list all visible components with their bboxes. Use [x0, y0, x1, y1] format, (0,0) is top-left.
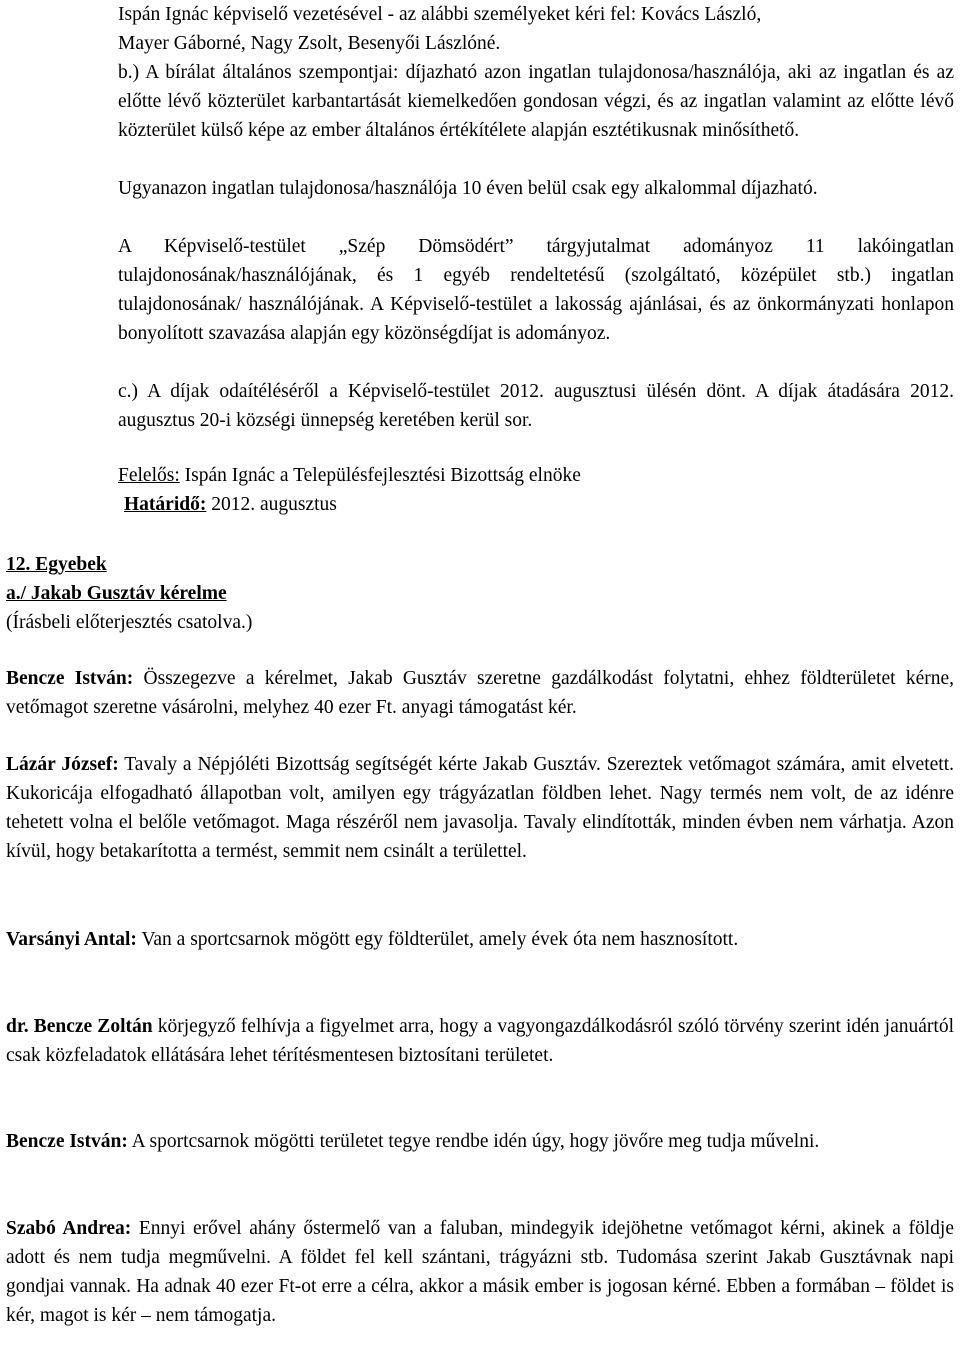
decision-paragraph: c.) A díjak odaítéléséről a Képviselő-testület 2012. augusztusi ülésén dönt. A díjak átadására 2012. augusztus 20-i községi ünnepség keretében kerül sor.: [118, 381, 954, 431]
award-paragraph: A Képviselő-testület „Szép Dömsödért” tárgyjutalmat adományoz 11 lakóingatlan tulajdonosának/használójának, és 1 egyéb rendeltetésű (szolgáltató, középület stb.) ingatlan tulajdonosának/ használójának. A Képviselő-testület a lakosság ajánlásai, és az önkormányzati honlapon bonyolított szavazása alapján egy közönségdíjat is adományoz.: [118, 236, 954, 344]
speech-5: [6, 1127, 954, 1156]
speech-text: Ennyi erővel ahány őstermelő van a faluban, mindegyik idejöhetne vetőmagot kérni, akinek a földje adott és nem tudja megművelni. A földet fel kell szántani, trágyázni stb. Tudomása szerint Jakab Gusztávnak napi gondjai vannak. Ha adnak 40 ezer Ft-ot erre a célra, akkor a másik ember is jogosan kérné. Ebben a formában – földet is kér, magot is kér – nem támogatja.: [6, 1218, 954, 1326]
intro-line-1: Ispán Ignác képviselő vezetésével - az alábbi személyeket kéri fel: Kovács László,: [118, 4, 762, 25]
section-subheading: a./ Jakab Gusztáv kérelme: [6, 583, 227, 604]
speaker-name: Lázár József:: [6, 754, 119, 775]
speech-text: A sportcsarnok mögötti területet tegye rendbe idén úgy, hogy jövőre meg tudja művelni.: [127, 1131, 820, 1152]
once-rule-block: [118, 174, 954, 203]
decision-block: [118, 377, 954, 435]
section-note: (Írásbeli előterjesztés csatolva.): [6, 612, 253, 633]
section-block: [6, 550, 954, 637]
deadline-label: Határidő:: [124, 494, 207, 515]
speaker-name: Bencze István:: [6, 1131, 128, 1152]
award-block: [118, 232, 954, 348]
section-heading: 12. Egyebek: [6, 554, 107, 575]
intro-line-2: Mayer Gáborné, Nagy Zsolt, Besenyői Lászlóné.: [118, 33, 501, 54]
deadline-line: [124, 490, 960, 519]
speech-text: Van a sportcsarnok mögött egy földterület, amely évek óta nem hasznosított.: [136, 929, 739, 950]
speech-1: [6, 664, 954, 722]
speech-text: Összegezve a kérelmet, Jakab Gusztáv szeretne gazdálkodást folytatni, ehhez földterületet kérne, vetőmagot szeretne vásárolni, melyhez 40 ezer Ft. anyagi támogatást kér.: [6, 668, 954, 718]
speech-text: körjegyző felhívja a figyelmet arra, hogy a vagyongazdálkodásról szóló törvény szerint idén januártól csak közfeladatok ellátására lehet térítésmentesen biztosítani területet.: [6, 1016, 954, 1066]
speech-text: Tavaly a Népjóléti Bizottság segítségét kérte Jakab Gusztáv. Szereztek vetőmagot számára, amit elvetett. Kukoricája elfogadható állapotban volt, amilyen egy trágyázatlan földben lehet. Nagy termés nem volt, de az idénre tehetett volna el belőle vetőmagot. Maga részéről nem javasolja. Tavaly elindították, minden évben nem várhatja. Azon kívül, hogy betakarította a termést, semmit nem csinált a területtel.: [6, 754, 954, 862]
speech-4: [6, 1012, 954, 1070]
speaker-name: dr. Bencze Zoltán: [6, 1016, 153, 1037]
speech-3: [6, 925, 954, 954]
criteria-paragraph: b.) A bírálat általános szempontjai: díjazható azon ingatlan tulajdonosa/használója, aki az ingatlan és az előtte lévő közterület karbantartását kiemelkedően gondosan végzi, és az ingatlan valamint az előtte lévő közterület külső képe az ember általános értékítélete alapján esztétikusnak minősíthető.: [118, 62, 954, 141]
speaker-name: Bencze István:: [6, 668, 134, 689]
criteria-paragraph-block: [118, 58, 954, 145]
speech-6: [6, 1214, 954, 1330]
speaker-name: Szabó Andrea:: [6, 1218, 132, 1239]
responsible-label: Felelős:: [118, 465, 180, 486]
speaker-name: Varsányi Antal:: [6, 929, 137, 950]
responsible-text: Ispán Ignác a Településfejlesztési Bizottság elnöke: [179, 465, 581, 486]
deadline-text: 2012. augusztus: [206, 494, 337, 515]
once-rule-paragraph: Ugyanazon ingatlan tulajdonosa/használója 10 éven belül csak egy alkalommal díjazható.: [118, 178, 818, 199]
intro-block: [118, 0, 954, 58]
speech-2: [6, 750, 954, 866]
responsible-line: [118, 461, 954, 490]
